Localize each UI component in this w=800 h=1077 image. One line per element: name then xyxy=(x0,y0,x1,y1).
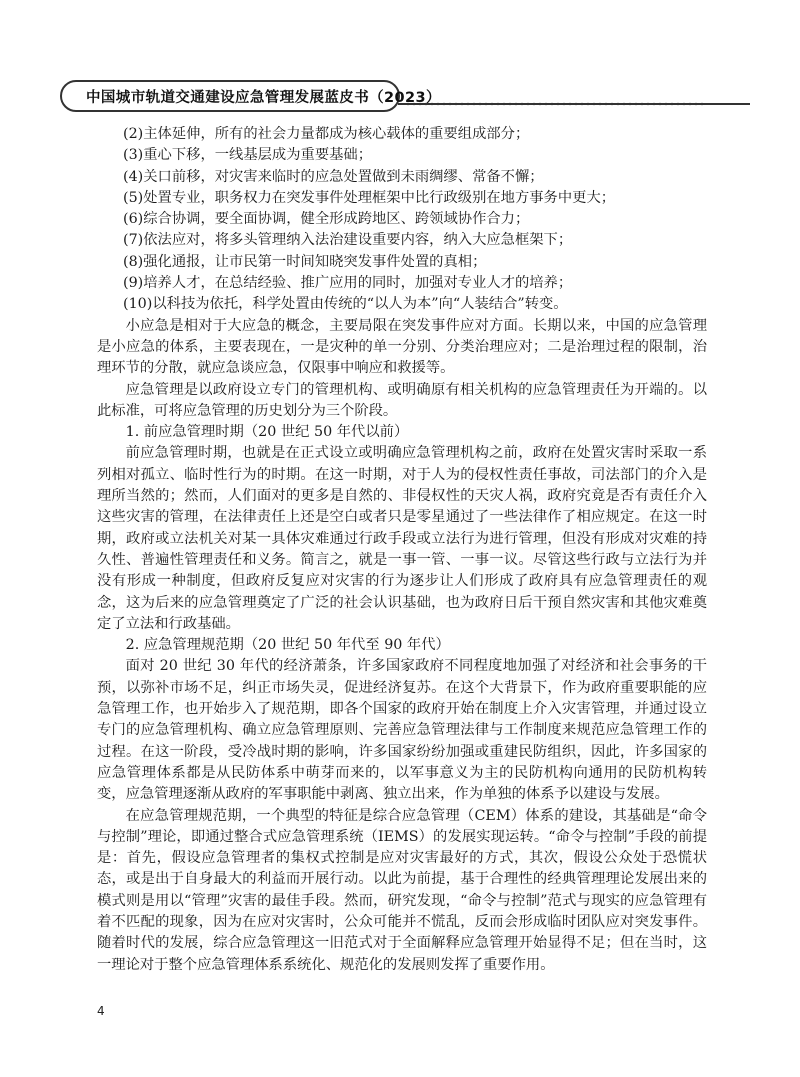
paragraph-pre-period: 前应急管理时期，也就是在正式设立或明确应急管理机构之前，政府在处置灾害时采取一系列相对孤立、临时性行为的时期。在这一时期，对于人为的侵权性责任事故，司法部门的介入是理所当然的；然而，人们面对的更多是自然的、非侵权性的天灾人祸，政府究竟是否有责任介入这些灾害的管理，在法律责任上还是空白或者只是零星通过了一些法律作了相应规定。在这一时期，政府或立法机关对某一具体灾难通过行政手段或立法行为进行管理，但没有形成对灾难的持久性、普遍性管理责任和义务。简言之，就是一事一管、一事一议。尽管这些行政与立法行为并没有形成一种制度，但政府反复应对灾害的行为逐步让人们形成了政府具有应急管理责任的观念，这为后来的应急管理奠定了广泛的社会认识基础，也为政府日后干预自然灾害和其他灾难奠定了立法和行政基础。 xyxy=(97,445,707,632)
list-item: (10)以科技为依托，科学处置由传统的“以人为本”向“人装结合”转变。 xyxy=(123,296,568,313)
paragraph-standard-period: 面对 20 世纪 30 年代的经济萧条，许多国家政府不同程度地加强了对经济和社会事务的干预，以弥补市场不足，纠正市场失灵，促进经济复苏。在这个大背景下，作为政府重要职能的应急管理工作，也开始步入了规范期，即各个国家的政府开始在制度上介入灾害管理，并通过设立专门的应急管理机构、确立应急管理原则、完善应急管理法律与工作制度来规范应急管理工作的过程。在这一阶段，受冷战时期的影响，许多国家纷纷加强或重建民防组织，因此，许多国家的应急管理体系都是从民防体系中萌芽而来的，以军事意义为主的民防机构向通用的民防机构转变，应急管理逐渐从政府的军事职能中剥离、独立出来，作为单独的体系予以建设与发展。 xyxy=(97,658,707,803)
paragraph-cem: 在应急管理规范期，一个典型的特征是综合应急管理（CEM）体系的建设，其基础是“命令与控制”理论，即通过整合式应急管理系统（IEMS）的发展实现运转。“命令与控制”手段的前提是：首先，假设应急管理者的集权式控制是应对灾害最好的方式，其次，假设公众处于恐慌状态，或是出于自身最大的利益而开展行动。以此为前提，基于合理性的经典管理理论发展出来的模式则是用以“管理”灾害的最佳手段。然而，研究发现，“命令与控制”范式与现实的应急管理有着不匹配的现象，因为在应对灾害时，公众可能并不慌乱，反而会形成临时团队应对突发事件。随着时代的发展，综合应急管理这一旧范式对于全面解释应急管理开始显得不足；但在当时，这一理论对于整个应急管理体系系统化、规范化的发展则发挥了重要作用。 xyxy=(97,807,707,973)
page-number: 4 xyxy=(97,1004,105,1018)
list-item: (3)重心下移，一线基层成为重要基础； xyxy=(123,147,372,164)
book-title: 中国城市轨道交通建设应急管理发展蓝皮书（2023） xyxy=(86,90,441,106)
list-item: (5)处置专业，职务权力在突发事件处理框架中比行政级别在地方事务中更大； xyxy=(123,189,616,206)
list-item: (7)依法应对，将多头管理纳入法治建设重要内容，纳入大应急框架下； xyxy=(123,232,573,249)
section-heading-pre-period: 1. 前应急管理时期（20 世纪 50 年代以前） xyxy=(125,424,409,441)
page-body xyxy=(97,124,707,976)
list-item: (2)主体延伸，所有的社会力量都成为核心载体的重要组成部分； xyxy=(123,126,530,142)
list-item: (8)强化通报，让市民第一时间知晓突发事件处置的真相； xyxy=(123,253,487,270)
list-item: (4)关口前移，对灾害来临时的应急处置做到未雨绸缪、常备不懈； xyxy=(123,168,544,185)
paragraph-history-stages: 应急管理是以政府设立专门的管理机构、或明确原有相关机构的应急管理责任为开端的。以此标准，可将应急管理的历史划分为三个阶段。 xyxy=(97,381,707,419)
header-rule xyxy=(398,103,750,105)
list-item: (9)培养人才，在总结经验、推广应用的同时，加强对专业人才的培养； xyxy=(123,275,573,292)
paragraph-small-emergency: 小应急是相对于大应急的概念，主要局限在突发事件应对方面。长期以来，中国的应急管理是小应急的体系，主要表现在，一是灾种的单一分别、分类治理应对；二是治理过程的限制，治理环节的分散，就应急谈应急，仅限事中响应和救援等。 xyxy=(97,317,707,377)
section-heading-standard-period: 2. 应急管理规范期（20 世纪 50 年代至 90 年代） xyxy=(125,637,450,654)
running-header xyxy=(60,80,750,116)
list-item: (6)综合协调，要全面协调，健全形成跨地区、跨领域协作合力； xyxy=(123,211,530,228)
